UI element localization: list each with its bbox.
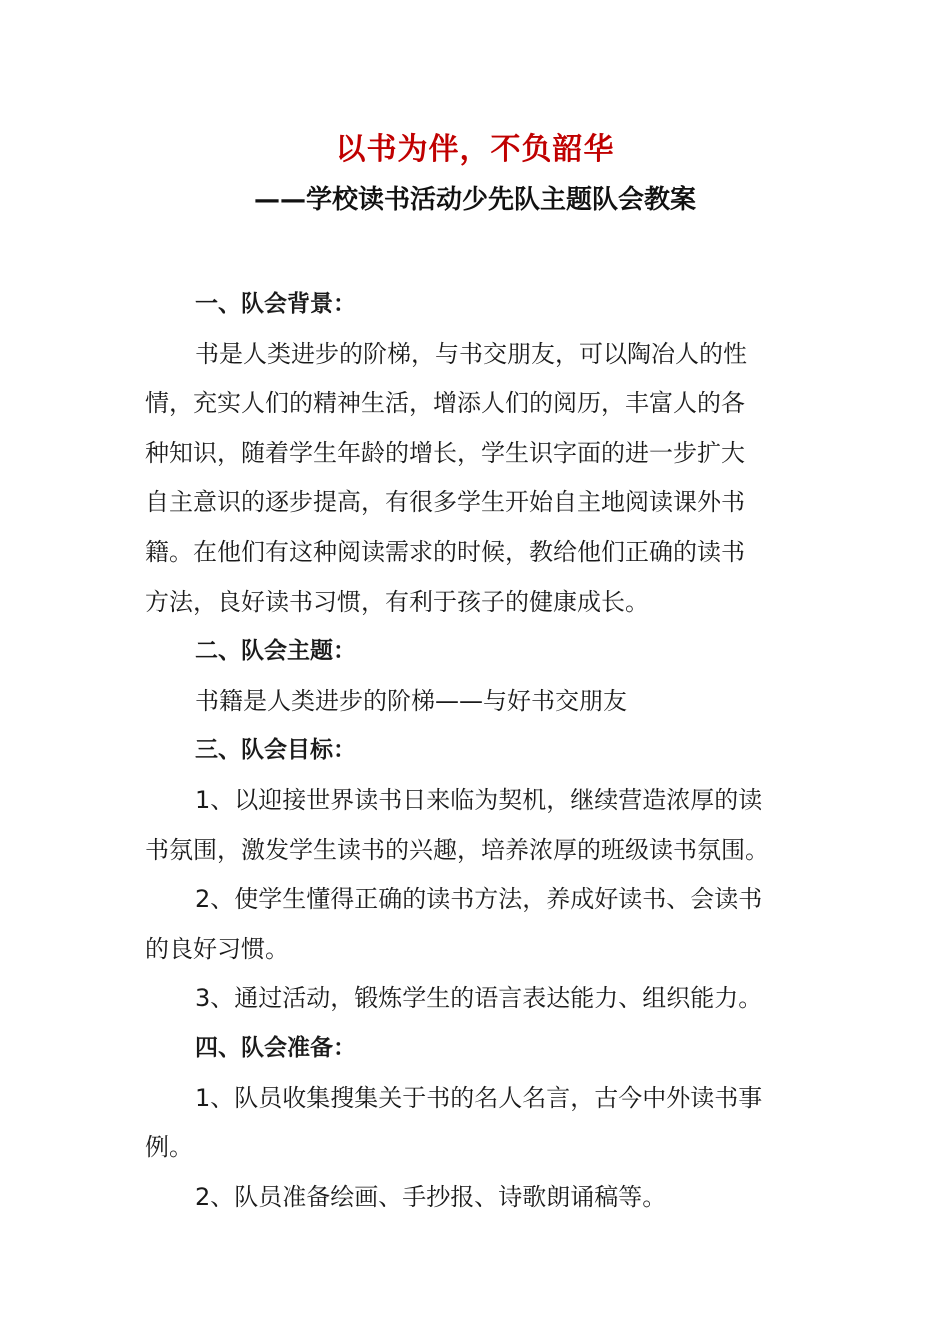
- prep-item-1-cont: 例。: [145, 1133, 193, 1162]
- goal-item-1: 1、以迎接世界读书日来临为契机，继续营造浓厚的读: [195, 785, 763, 814]
- section-heading-goals: 三、队会目标：: [195, 737, 356, 764]
- document-body: [145, 280, 807, 1222]
- goal-item-2-cont: 的良好习惯。: [145, 934, 289, 963]
- paragraph-line: 情，充实人们的精神生活，增添人们的阅历，丰富人的各: [145, 389, 745, 418]
- section-heading-preparation: 四、队会准备：: [195, 1034, 356, 1061]
- paragraph-line: 籍。在他们有这种阅读需求的时候，教给他们正确的读书: [145, 537, 745, 566]
- goal-item-1-cont: 书氛围，激发学生读书的兴趣，培养浓厚的班级读书氛围。: [145, 835, 769, 864]
- paragraph-line: 种知识，随着学生年龄的增长，学生识字面的进一步扩大: [145, 438, 745, 467]
- prep-item-2: 2、队员准备绘画、手抄报、诗歌朗诵稿等。: [195, 1182, 667, 1211]
- paragraph-line: 自主意识的逐步提高，有很多学生开始自主地阅读课外书: [145, 488, 745, 517]
- paragraph-line: 方法，良好读书习惯，有利于孩子的健康成长。: [145, 587, 649, 616]
- document-title: 以书为伴，不负韶华: [335, 132, 615, 167]
- document-subtitle: ——学校读书活动少先队主题队会教案: [253, 185, 696, 215]
- goal-item-3: 3、通过活动，锻炼学生的语言表达能力、组织能力。: [195, 984, 763, 1013]
- section-heading-theme: 二、队会主题：: [195, 638, 356, 665]
- theme-text: 书籍是人类进步的阶梯——与好书交朋友: [195, 686, 627, 715]
- paragraph-line: 书是人类进步的阶梯，与书交朋友，可以陶冶人的性: [195, 339, 747, 368]
- goal-item-2: 2、使学生懂得正确的读书方法，养成好读书、会读书: [195, 885, 763, 914]
- section-heading-background: 一、队会背景：: [195, 291, 356, 317]
- prep-item-1: 1、队员收集搜集关于书的名人名言，古今中外读书事: [195, 1083, 763, 1112]
